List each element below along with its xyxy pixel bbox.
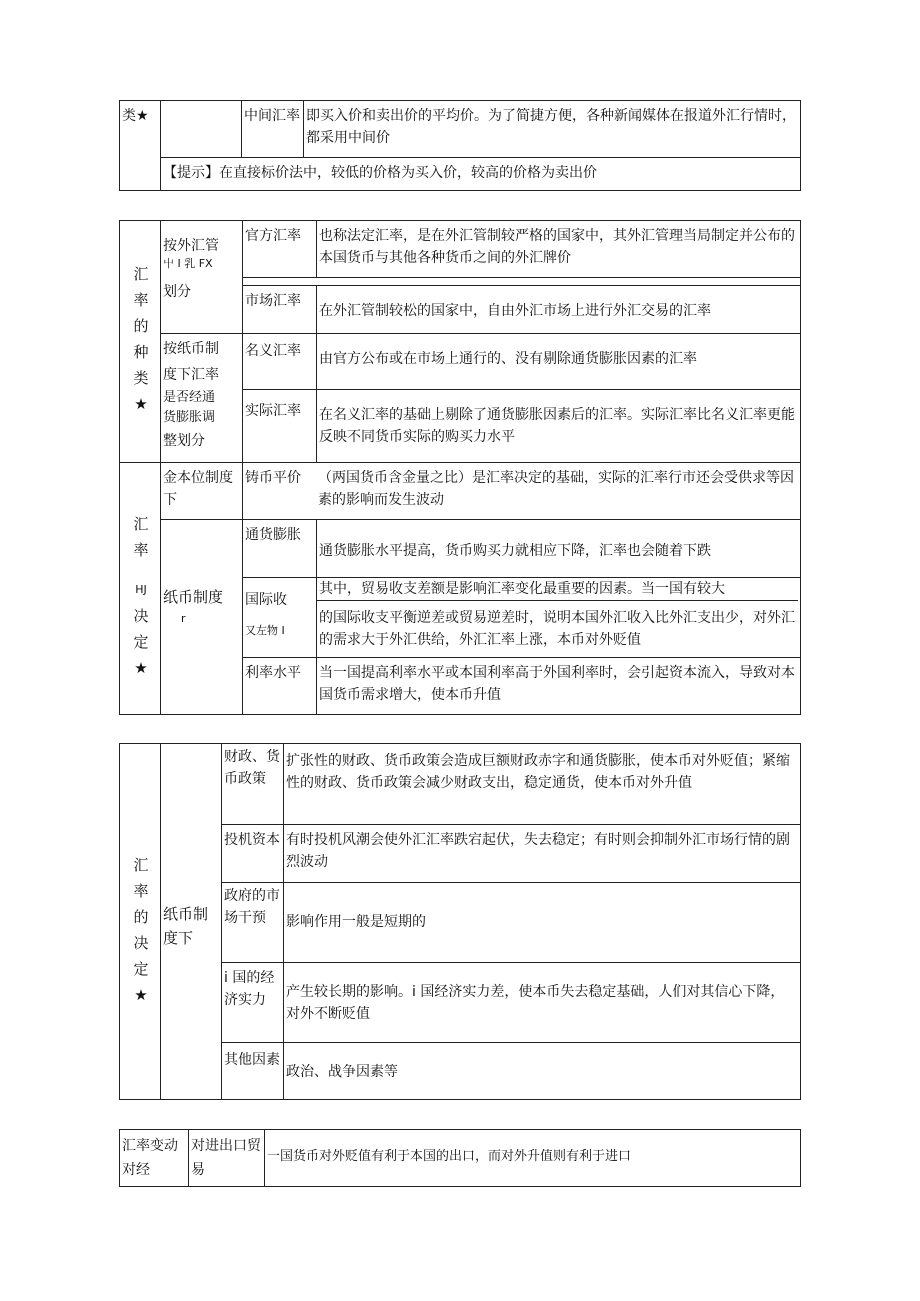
term-balance-of-payments (242, 577, 316, 657)
label-line: r (181, 612, 186, 625)
table-exchange-rate-types (119, 220, 801, 463)
title-char: 决 (133, 607, 149, 625)
table-exchange-rate-middle (119, 100, 801, 191)
label-line: 纸币制度 (163, 588, 224, 606)
term-nominal-rate: 名义汇率 (242, 333, 316, 389)
desc-balance-of-payments (316, 577, 800, 657)
group-label-paper: 纸币制度下 (160, 744, 221, 1099)
desc-real-rate: 在名义汇率的基础上剔除了通货膨胀因素后的汇率。实际汇率比名义汇率更能反映不同货币实际的购买力水平 (316, 389, 800, 462)
tip-cell: 【提示】在直接标价法中，较低的价格为买入价，较高的价格为卖出价 (160, 157, 800, 190)
group-label-control (160, 221, 242, 333)
group-label-trade: 对进出口贸易 (188, 1130, 264, 1186)
desc-economic-strength: 产生较长期的影响。i 国经济实力差，使本币失去稳定基础，人们对其信心下降，对外不断贬值 (283, 962, 800, 1042)
desc-line: 的国际收支平衡逆差或贸易逆差时，说明本国外汇收入比外汇支出少，对外汇的需求大于外汇供给，外汇汇率上涨，本币对外贬值 (319, 610, 795, 648)
term-real-rate: 实际汇率 (242, 389, 316, 462)
term-economic-strength: i 国的经济实力 (221, 962, 283, 1042)
desc-nominal-rate: 由官方公布或在市场上通行的、没有剔除通货膨胀因素的汇率 (316, 333, 800, 389)
title-char (128, 575, 154, 629)
title-char: 定 (133, 633, 149, 651)
table-exchange-rate-determination (119, 462, 801, 715)
term-other-factors: 其他因素 (221, 1042, 283, 1099)
desc-inflation: 通货膨胀水平提高，货币购买力就相应下降，汇率也会随着下跌 (316, 519, 800, 577)
section-title: 汇率的决定★ (133, 856, 149, 1004)
label-line: 按纸币制 (163, 341, 219, 357)
group-label-paper (160, 519, 242, 714)
desc-government-intervention: 影响作用一般是短期的 (283, 882, 800, 962)
empty-cell (160, 101, 241, 157)
desc-other-factors: 政治、战争因素等 (283, 1042, 800, 1099)
term-government-intervention: 政府的市场干预 (221, 882, 283, 962)
term-market-rate: 市场汇率 (242, 285, 316, 333)
title-char: ★ (134, 659, 148, 677)
desc-line: 其中，贸易收支差额是影响汇率变化最重要的因素。当一国有较大 (317, 578, 798, 601)
section-title (126, 511, 156, 711)
term-fiscal-policy: 财政、货币政策 (221, 744, 283, 824)
desc-trade-impact: 一国货币对外贬值有利于本国的出口，而对外升值则有利于进口 (264, 1130, 800, 1186)
label-line: 整划分 (163, 433, 205, 449)
desc-mint-parity: （两国货币含金量之比）是汇率决定的基础，实际的汇率行市还会受供求等因素的影响而发生波动 (318, 470, 794, 508)
label-line: 度下汇率 (163, 367, 219, 383)
thin-row (242, 277, 800, 285)
term-line: 又左物 I (245, 624, 285, 637)
title-char: 率 (133, 541, 149, 559)
term-mint-parity: 铸币平价 (242, 463, 316, 519)
desc-speculative-capital: 有时投机风潮会使外汇汇率跌宕起伏，失去稳定；有时则会抑制外汇市场行情的剧烈波动 (283, 824, 800, 882)
description-cell: 即买入价和卖出价的平均价。为了简捷方便，各种新闻媒体在报道外汇行情时，都采用中间价 (303, 101, 800, 157)
label-line: 划分 (163, 284, 191, 300)
group-label-gold: 金本位制度下 (160, 463, 242, 519)
term-official-rate: 官方汇率 (242, 221, 316, 277)
desc-official-rate: 也称法定汇率，是在外汇管制较严格的国家中，其外汇管理当局制定并公布的本国货币与其他各种货币之间的外汇牌价 (316, 221, 800, 277)
section-title: 汇率的种类★ (133, 265, 149, 413)
term-cell: 中间汇率 (241, 101, 303, 157)
desc-market-rate: 在外汇管制较松的国家中，自由外汇市场上进行外汇交易的汇率 (316, 285, 800, 333)
label-line: 按外汇管 (163, 238, 219, 254)
table-exchange-rate-impact (119, 1129, 801, 1187)
section-title: 汇率变动对经 (122, 1138, 178, 1178)
desc-interest-rate: 当一国提高利率水平或本国利率高于外国利率时，会引起资本流入，导致对本国货币需求增大，使本币升值 (316, 657, 800, 714)
term-line: 国际收 (245, 592, 287, 608)
term-speculative-capital: 投机资本 (221, 824, 283, 882)
term-interest-rate: 利率水平 (242, 657, 316, 714)
label-line: 屮 I 乳 FX (163, 257, 213, 270)
title-char: HJ (135, 583, 147, 596)
label-line: 货膨胀调 (163, 410, 216, 425)
table-exchange-rate-factors (119, 743, 801, 1100)
title-char: 汇 (133, 515, 149, 533)
term-inflation: 通货膨胀 (242, 519, 316, 577)
desc-fiscal-policy: 扩张性的财政、货币政策会造成巨额财政赤字和通货膨胀，使本币对外贬值；紧缩性的财政、货币政策会减少财政支出，稳定通货，使本币对外升值 (283, 744, 800, 824)
group-label-inflation (160, 333, 242, 462)
label-line: 是否经通 (163, 390, 216, 405)
category-cell: 类★ (122, 108, 149, 124)
